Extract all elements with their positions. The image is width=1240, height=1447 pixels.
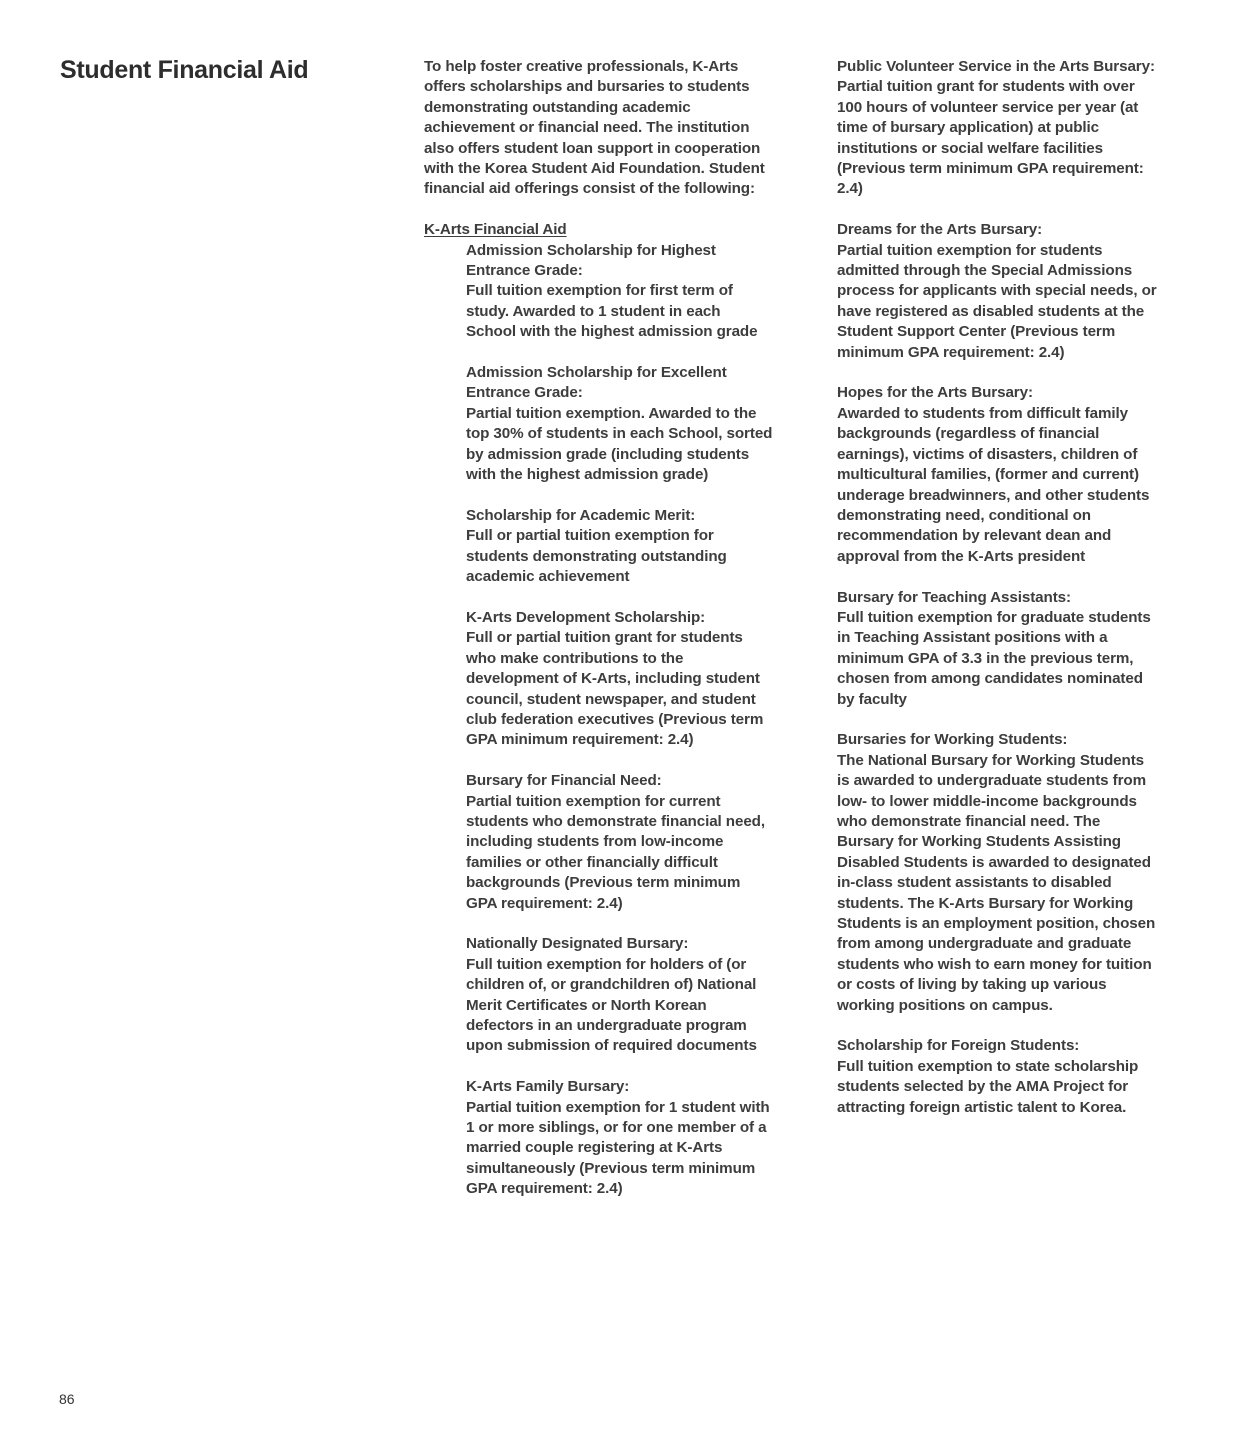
aid-item-description: Full or partial tuition grant for students who make contributions to the development of K-Arts, including student council, student newspaper, and student club federation executives (Previous term GPA minimum requirement: 2.4) — [466, 629, 764, 749]
aid-item-name: Scholarship for Academic Merit: — [466, 506, 696, 524]
page-title: Student Financial Aid — [60, 56, 309, 84]
aid-item-name: Bursary for Financial Need: — [466, 772, 662, 790]
aid-item-description: Partial tuition grant for students with over 100 hours of volunteer service per year (at time of bursary application) at public institutions or social welfare facilities (Previous term minimum GPA requirement: 2.4) — [837, 78, 1144, 198]
aid-item-name: Admission Scholarship for Excellent Entrance Grade: — [466, 364, 727, 402]
aid-item — [466, 1077, 774, 1199]
aid-item-name: Dreams for the Arts Bursary: — [837, 221, 1043, 239]
right-column — [837, 57, 1157, 1138]
aid-item-description: Partial tuition exemption for students admitted through the Special Admissions process for applicants with special needs, or have registered as disabled students at the Student Support Center (Previous term minimum GPA requirement: 2.4) — [837, 241, 1157, 361]
aid-item-name: Public Volunteer Service in the Arts Bursary: — [837, 58, 1155, 75]
aid-item-name: Bursary for Teaching Assistants: — [837, 588, 1071, 606]
aid-item-name: K-Arts Development Scholarship: — [466, 608, 706, 626]
bursary-list — [837, 57, 1157, 1118]
aid-item-description: Awarded to students from difficult family backgrounds (regardless of financial earnings), victims of disasters, children of multicultural families, (former and current) underage breadwinners, and other students demonstrating need, conditional on recommendation by relevant dean and approval from the K-Arts president — [837, 404, 1150, 565]
aid-item-description: Full tuition exemption for graduate students in Teaching Assistant positions with a minimum GPA of 3.3 in the previous term, chosen from among candidates nominated by faculty — [837, 608, 1151, 708]
aid-item — [466, 771, 774, 914]
aid-item-description: The National Bursary for Working Students is awarded to undergraduate students from low- to lower middle-income backgrounds who demonstrate financial need. The Bursary for Working Students Assisting Disabled Students is awarded to designated in-class student assistants to disabled students. The K-Arts Bursary for Working Students is an employment position, chosen from among undergraduate and graduate students who wish to earn money for tuition or costs of living by taking up various working positions on campus. — [837, 751, 1156, 1014]
aid-item-name: Hopes for the Arts Bursary: — [837, 384, 1033, 402]
aid-item — [837, 1036, 1157, 1118]
aid-item — [837, 220, 1157, 363]
aid-item-description: Full tuition exemption for first term of study. Awarded to 1 student in each School with the highest admission grade — [466, 282, 758, 341]
aid-item-description: Partial tuition exemption for current students who demonstrate financial need, including students from low-income families or other financially difficult backgrounds (Previous term minimum GPA requirement: 2.4) — [466, 792, 765, 912]
aid-item — [466, 608, 774, 751]
financial-aid-list — [424, 241, 774, 1200]
aid-item — [837, 730, 1157, 1016]
aid-item-description: Partial tuition exemption. Awarded to the top 30% of students in each School, sorted by admission grade (including students with the highest admission grade) — [466, 404, 773, 484]
aid-item-name: K-Arts Family Bursary: — [466, 1078, 630, 1096]
section-title: K-Arts Financial Aid — [424, 221, 567, 239]
aid-item — [837, 57, 1157, 200]
aid-item — [466, 934, 774, 1056]
aid-item-description: Partial tuition exemption for 1 student with 1 or more siblings, or for one member of a married couple registering at K-Arts simultaneously (Previous term minimum GPA requirement: 2.4) — [466, 1098, 770, 1198]
aid-item — [466, 363, 774, 485]
aid-item-description: Full tuition exemption for holders of (or children of, or grandchildren of) National Merit Certificates or North Korean defectors in an undergraduate program upon submission of required documents — [466, 955, 757, 1055]
aid-item-name: Nationally Designated Bursary: — [466, 935, 689, 953]
aid-item-description: Full or partial tuition exemption for students demonstrating outstanding academic achievement — [466, 527, 727, 586]
aid-item — [466, 506, 774, 588]
aid-item-name: Scholarship for Foreign Students: — [837, 1037, 1080, 1055]
aid-item — [466, 241, 774, 343]
aid-item — [837, 588, 1157, 710]
aid-item-name: Bursaries for Working Students: — [837, 731, 1068, 749]
middle-column — [424, 57, 774, 1220]
page-number: 86 — [59, 1391, 75, 1407]
aid-item — [837, 383, 1157, 567]
aid-item-name: Admission Scholarship for Highest Entrance Grade: — [466, 241, 716, 280]
aid-item-description: Full tuition exemption to state scholarship students selected by the AMA Project for attracting foreign artistic talent to Korea. — [837, 1057, 1139, 1116]
intro-paragraph: To help foster creative professionals, K-Arts offers scholarships and bursaries to students demonstrating outstanding academic achievement or financial need. The institution also offers student loan support in cooperation with the Korea Student Aid Foundation. Student financial aid offerings consist of the following: — [424, 58, 765, 198]
